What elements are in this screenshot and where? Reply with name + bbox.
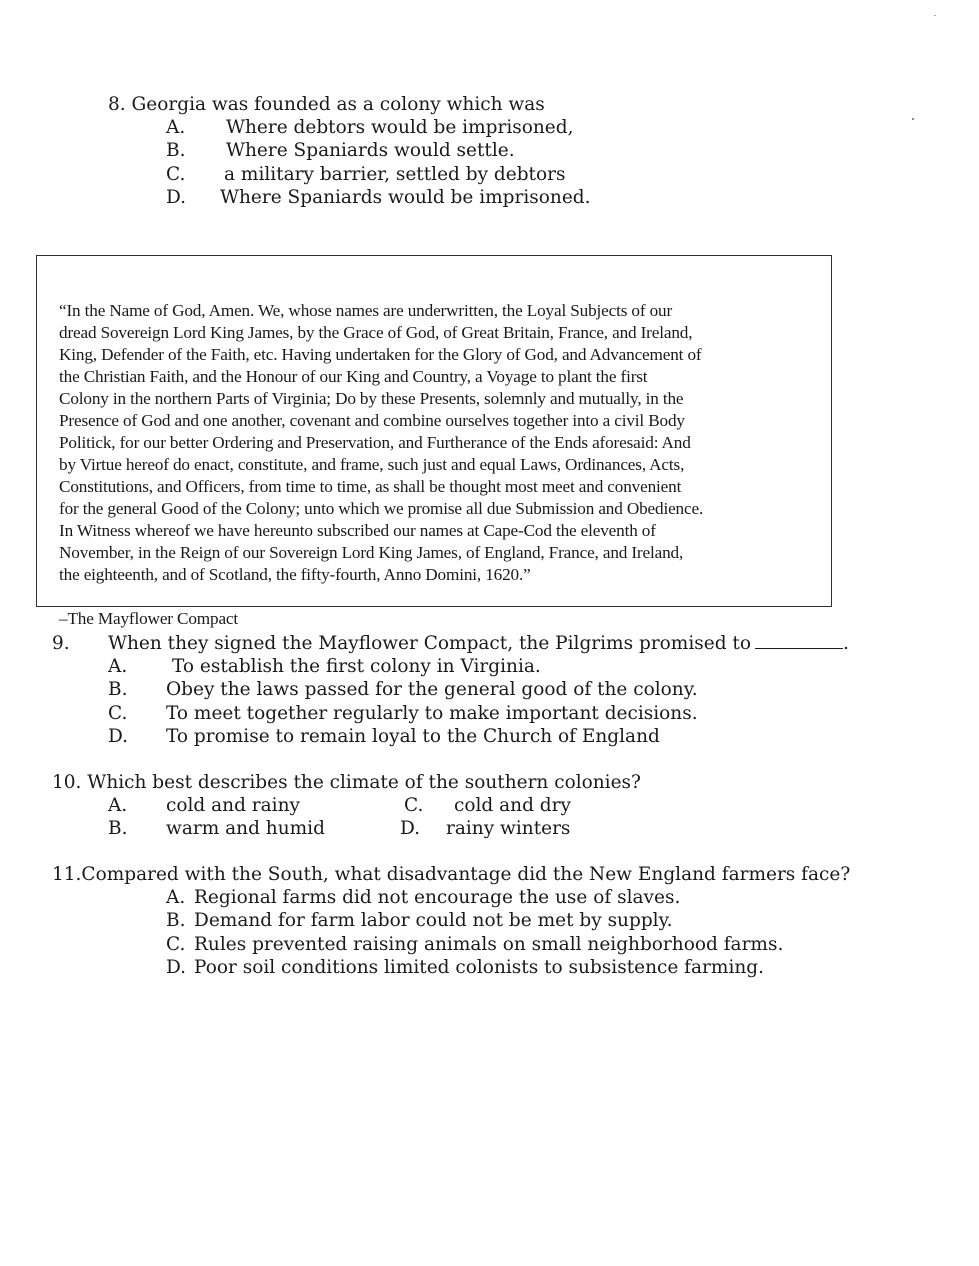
option-letter: B. [166, 140, 186, 162]
option-text: Rules prevented raising animals on small neighborhood farms. [194, 933, 784, 955]
option-letter: B. [108, 679, 128, 701]
option-text: To meet together regularly to make important decisions. [166, 702, 698, 724]
option-letter: D. [166, 956, 187, 978]
option-text: rainy winters [446, 818, 571, 840]
question-number: 9. [52, 633, 70, 654]
option-text: a military barrier, settled by debtors [224, 163, 566, 185]
option-text: To establish the first colony in Virginia. [172, 656, 541, 678]
scan-speck [912, 118, 914, 120]
question-stem-text: When they signed the Mayflower Compact, the Pilgrims promised to . [108, 633, 849, 654]
option-text: Where Spaniards would settle. [226, 140, 515, 162]
option-letter: B. [166, 910, 186, 932]
option-text: Obey the laws passed for the general good of the colony. [166, 679, 698, 701]
option-letter: A. [166, 117, 186, 139]
option-letter: A. [166, 887, 186, 909]
answer-blank [755, 633, 843, 649]
option-text: cold and dry [454, 795, 571, 817]
option-letter: A. [108, 656, 128, 678]
scan-speck [934, 15, 936, 16]
option-letter: D. [166, 186, 187, 208]
option-letter: A. [108, 795, 128, 817]
option-text: Regional farms did not encourage the use of slaves. [194, 887, 681, 909]
option-text: Where Spaniards would be imprisoned. [220, 186, 591, 208]
mayflower-compact-passage [59, 278, 819, 652]
passage-text: “In the Name of God, Amen. We, whose names are underwritten, the Loyal Subjects of our dread Sovereign Lord King James, by the Grace of God, of Great Britain, France, and Ireland, King, Defender of the Faith, etc. Having undertaken for the Glory of God, and Advancement of the Christian Faith, and the Honour of our King and Country, a Voyage to plant the first Colony in the northern Parts of Virginia; Do by these Presents, solemnly and mutually, in the Presence of God and one another, covenant and combine ourselves together into a civil Body Politick, for our better Ordering and Preservation, and Furtherance of the Ends aforesaid: And by Virtue hereof do enact, constitute, and frame, such just and equal Laws, Ordinances, Acts, Constitutions, and Officers, from time to time, as shall be thought most meet and convenient for the general Good of the Colony; unto which we promise all due Submission and Obedience. In Witness whereof we have hereunto subscribed our names at Cape-Cod the eleventh of November, in the Reign of our Sovereign Lord King James, of England, France, and Ireland, the eighteenth, and of Scotland, the fifty-fourth, Anno Domini, 1620.” [59, 301, 704, 584]
option-text: warm and humid [166, 818, 325, 840]
option-letter: D. [400, 818, 421, 840]
passage-attribution: –The Mayflower Compact [59, 609, 239, 628]
option-letter: C. [404, 795, 424, 817]
option-text: Poor soil conditions limited colonists to subsistence farming. [194, 956, 764, 978]
option-letter: B. [108, 818, 128, 840]
option-text: Demand for farm labor could not be met by supply. [194, 910, 673, 932]
option-letter: C. [108, 702, 128, 724]
option-letter: D. [108, 725, 129, 747]
option-text: Where debtors would be imprisoned, [226, 117, 574, 139]
option-text: To promise to remain loyal to the Church of England [166, 725, 660, 747]
option-letter: C. [166, 163, 186, 185]
option-letter: C. [166, 933, 186, 955]
option-text: cold and rainy [166, 795, 300, 817]
